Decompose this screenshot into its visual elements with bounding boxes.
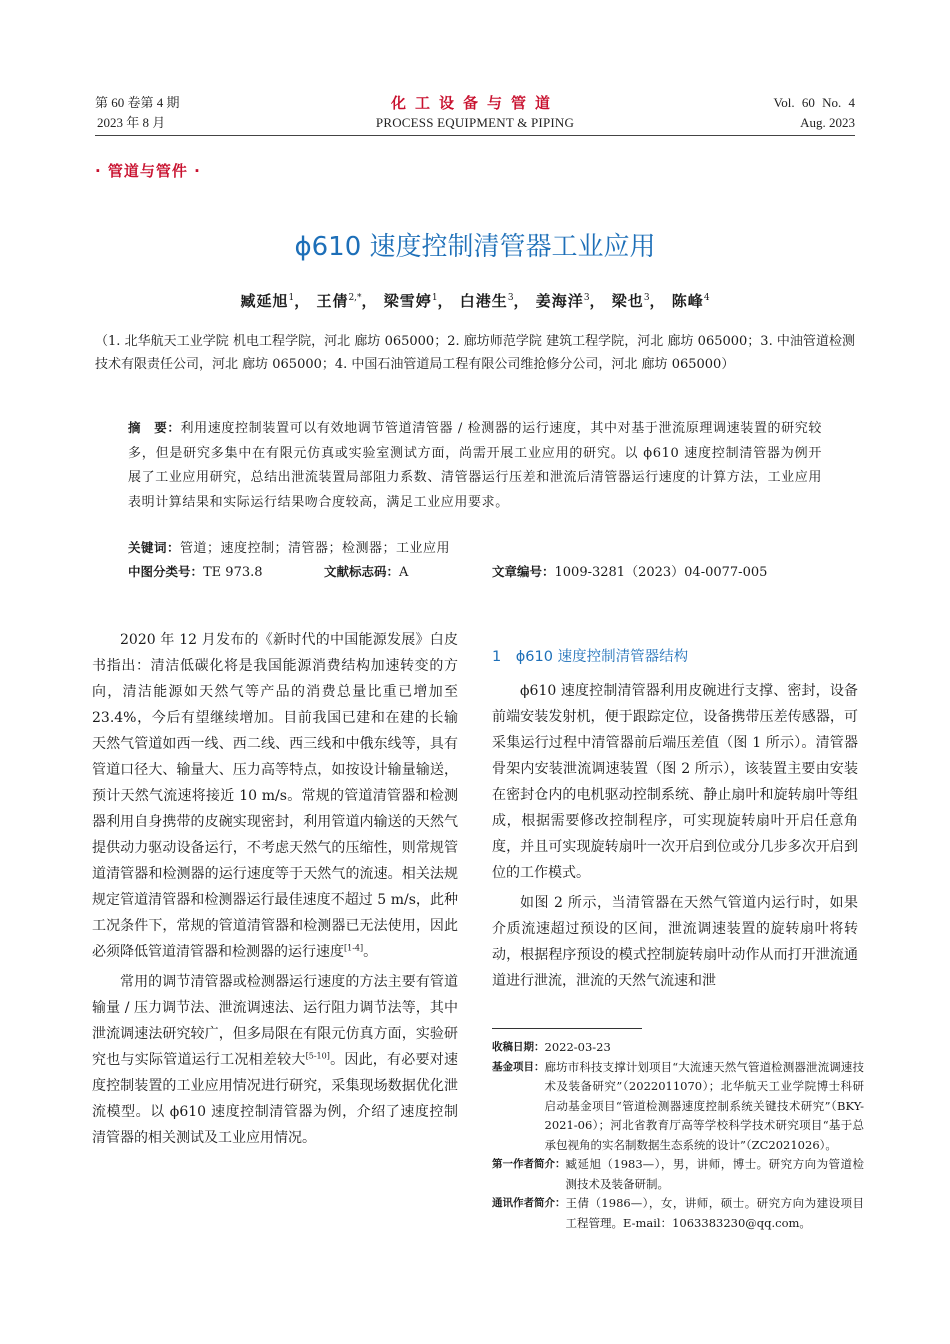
journal-name-en: PROCESS EQUIPMENT & PIPING xyxy=(375,115,575,130)
body-paragraph: ϕ610 速度控制清管器利用皮碗进行支撑、密封，设备前端安装发射机，便于跟踪定位，设备携带压差传感器，可采集运行过程中清管器前后端压差值（图 1 所示）。清管器骨架内安装泄流调速装置（图 2 所示），该装置主要由安装在密封仓内的电机驱动控制系统、静止扇叶和旋转扇叶等组成，根据需要修改控制程序，可实现旋转扇叶开启任意角度，并且可实现旋转扇叶一次开启到位或分几步多次开启到位的工作模式。 xyxy=(492,683,858,881)
author: 姜海洋$^3$， xyxy=(535,292,606,310)
volume-issue-cn: 第 60 卷第 4 期 xyxy=(95,95,180,110)
body-paragraph: 常用的调节清管器或检测器运行速度的方法主要有管道输量 / 压力调节法、泄流调速法、运行阻力调节法等，其中泄流调速法研究较广，但多局限在有限元仿真方面，实验研究也与实际管道运行工况相差较大[5-10]。因此，有必要对速度控制装置的工业应用情况进行研究，采集现场数据优化泄流模型。以 ϕ610 速度控制清管器为例，介绍了速度控制清管器的相关测试及工业应用情况。 xyxy=(92,974,459,1146)
date-cn: 2023 年 8 月 xyxy=(97,115,166,130)
keywords-label: 关键词： xyxy=(128,540,181,555)
body-left-column xyxy=(92,627,458,1151)
footnote-rule xyxy=(492,1028,642,1029)
keywords-text: 管道；速度控制；清管器；检测器；工业应用 xyxy=(180,541,451,556)
journal-name-cn: 化工设备与管道 xyxy=(390,94,559,112)
body-paragraph: 如图 2 所示，当清管器在天然气管道内运行时，如果介质流速超过预设的区间，泄流调速装置的旋转扇叶将转动，根据程序预设的模式控制旋转扇叶动作从而打开泄流通道进行泄流，泄流的天然气流速和泄 xyxy=(492,895,858,989)
section-tag: · 管道与管件 · xyxy=(95,162,201,180)
body-right-column xyxy=(492,678,858,994)
footnote-received: 收稿日期： 2022-03-23 xyxy=(492,1040,611,1054)
document-code: 文献标志码：A xyxy=(324,564,409,580)
footnote-funding: 基金项目： 廊坊市科技支撑计划项目“大流速天然气管道检测器泄流调速技术及装备研究”（2022011070）；北华航天工业学院博士科研启动基金项目“管道检测器速度控制系统关键技术研究”（BKY-2021-06）；河北省教育厅高等学校科学技术研究项目“基于总承包视角的实名制数据生态系统的设计”（ZC2021026）。 xyxy=(492,1059,864,1152)
body-paragraph: 2020 年 12 月发布的《新时代的中国能源发展》白皮书指出：清洁低碳化将是我国能源消费结构加速转变的方向，清洁能源如天然气等产品的消费总量比重已增加至 23.4%，今后有望继续增加。目前我国已建和在建的长输天然气管道如西一线、西二线、西三线和中俄东线等，具有管道口径大、输量大、压力高等特点，如按设计输量输送，预计天然气流速将接近 10 m/s。常规的管道清管器和检测器利用自身携带的皮碗实现密封，利用管道内输送的天然气提供动力驱动设备运行，不考虑天然气的压缩性，则常规管道清管器和检测器的运行速度等于天然气的流速。相关法规规定管道清管器和检测器运行最佳速度不超过 5 m/s，此种工况条件下，常规的管道清管器和检测器已无法使用，因此必须降低管道清管器和检测器的运行速度[1-4]。 xyxy=(92,632,458,960)
citation: [5-10] xyxy=(305,1051,330,1061)
author: 白港生$^3$， xyxy=(459,292,530,310)
keywords xyxy=(128,538,822,559)
running-header-center xyxy=(300,93,650,133)
clc-number: 中图分类号：TE 973.8 xyxy=(128,564,263,580)
footnote-corresponding-author: 通讯作者简介： 王倩（1986—），女，讲师，硕士。研究方向为建设项目工程管理。E-mail：1063383230@qq.com。 xyxy=(492,1196,864,1230)
date-en: Aug. 2023 xyxy=(800,115,855,130)
author-list xyxy=(95,290,855,311)
abstract-text: 利用速度控制装置可以有效地调节管道清管器 / 检测器的运行速度，其中对基于泄流原理调速装置的研究较多，但是研究多集中在有限元仿真或实验室测试方面，尚需开展工业应用的研究。以 ϕ610 速度控制清管器为例开展了工业应用研究，总结出泄流装置局部阻力系数、清管器运行压差和泄流后清管器运行速度的计算方法，工业应用表明计算结果和实际运行结果吻合度较高，满足工业应用要求。 xyxy=(128,421,823,510)
abstract-label: 摘 要： xyxy=(128,420,181,435)
footnotes xyxy=(492,1038,864,1233)
affiliations: （1. 北华航天工业学院 机电工程学院，河北 廊坊 065000；2. 廊坊师范学院 建筑工程学院，河北 廊坊 065000；3. 中油管道检测技术有限责任公司，河北 廊坊 065000；4. 中国石油管道局工程有限公司维抢修分公司，河北 廊坊 065000） xyxy=(95,334,855,372)
author: 王倩$^{2,*}$， xyxy=(316,292,378,310)
author: 梁也$^3$， xyxy=(611,292,666,310)
footnote-first-author: 第一作者简介： 臧延旭（1983—），男，讲师，博士。研究方向为管道检测技术及装备研制。 xyxy=(492,1157,864,1191)
abstract xyxy=(128,416,822,515)
section-heading: 1 ϕ610 速度控制清管器结构 xyxy=(492,649,689,665)
author: 臧延旭$^1$， xyxy=(240,292,311,310)
author: 梁雪婷$^1$， xyxy=(383,292,454,310)
header-rule xyxy=(95,135,855,136)
author: 陈峰$^4$ xyxy=(671,292,710,310)
volume-issue-en: Vol. 60 No. 4 xyxy=(773,95,855,110)
running-header-right xyxy=(774,93,855,133)
citation: [1-4] xyxy=(344,943,364,953)
article-number: 文章编号：1009-3281（2023）04-0077-005 xyxy=(492,564,768,580)
running-header-left xyxy=(95,93,180,133)
article-title: ϕ610 速度控制清管器工业应用 xyxy=(294,232,656,262)
